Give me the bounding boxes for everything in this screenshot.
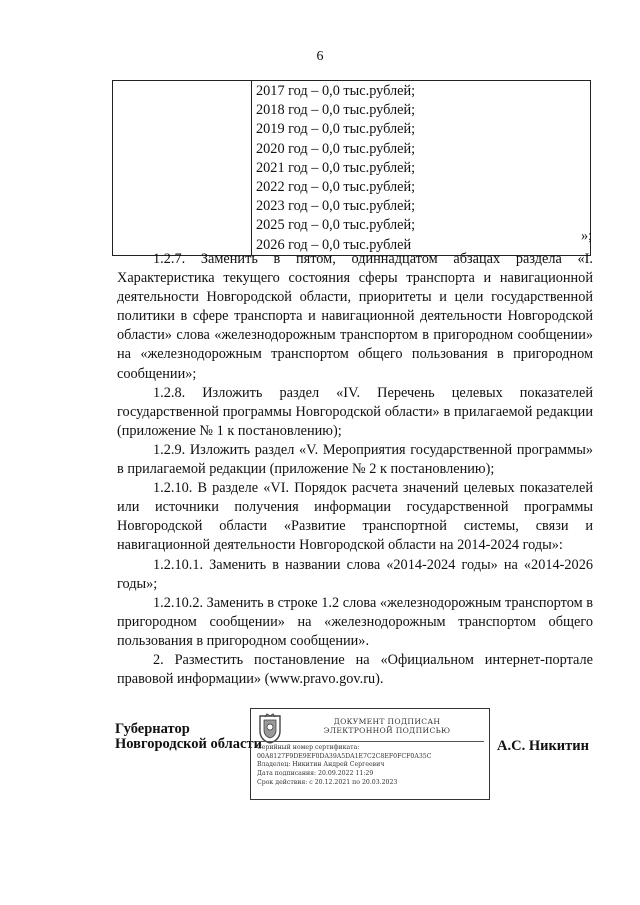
stamp-header <box>289 717 485 735</box>
paragraph-1-2-9: 1.2.9. Изложить раздел «V. Мероприятия государственной программы» в прилагаемой редакции (приложение № 2 к постановлению); <box>117 441 593 478</box>
paragraph-1-2-10: 1.2.10. В разделе «VI. Порядок расчета значений целевых показателей или источники получения информации государственной программы Новгородской области «Развитие транспортной системы, связи и навигационной деятельности Новгородской области на 2014-2024 годы»: <box>117 480 593 554</box>
paragraph-2: 2. Разместить постановление на «Официальном интернет-портале правовой информации» (www.pravo.gov.ru). <box>117 651 593 688</box>
governor-region-line: Новгородской области <box>115 736 262 752</box>
funding-year-line: 2025 год – 0,0 тыс.рублей; <box>256 217 416 234</box>
governor-title <box>115 722 262 752</box>
table-row <box>113 81 591 256</box>
funding-year-line: 2021 год – 0,0 тыс.рублей; <box>256 159 416 176</box>
stamp-header-line: ДОКУМЕНТ ПОДПИСАН <box>333 717 441 726</box>
electronic-signature-stamp <box>250 708 490 800</box>
funding-year-line: 2020 год – 0,0 тыс.рублей; <box>256 140 416 157</box>
funding-year-line: 2017 год – 0,0 тыс.рублей; <box>256 83 416 99</box>
funding-table <box>112 80 591 256</box>
stamp-cert-label: Серийный номер сертификата: <box>257 744 360 751</box>
stamp-header-line: ЭЛЕКТРОННОЙ ПОДПИСЬЮ <box>323 726 451 735</box>
funding-year-line: 2026 год – 0,0 тыс.рублей <box>256 236 412 253</box>
funding-year-line: 2023 год – 0,0 тыс.рублей; <box>256 198 416 215</box>
stamp-cert-serial: 00A8127F9DE9EF0DA39A5DA1E7C2C8EF0FCF0A35C <box>257 752 432 760</box>
funding-year-line: 2022 год – 0,0 тыс.рублей; <box>256 179 416 196</box>
page-number: 6 <box>316 49 324 64</box>
paragraph-1-2-10-1: 1.2.10.1. Заменить в названии слова «2014-2024 годы» на «2014-2026 годы»; <box>117 556 593 592</box>
funding-year-line: 2018 год – 0,0 тыс.рублей; <box>256 102 416 119</box>
paragraph-1-2-10-2: 1.2.10.2. Заменить в строке 1.2 слова «железнодорожным транспортом в пригородном сообщении» на «железнодорожным транспортом общего пользования в пригородном сообщении». <box>117 594 593 649</box>
paragraph-1-2-7: 1.2.7. Заменить в пятом, одиннадцатом абзацах раздела «I. Характеристика текущего состояния сферы транспорта и навигационной деятельности Новгородской области, приоритеты и цели государственной политики в сфере транспорта и навигационной деятельности Новгородской области» слова «железнодорожным транспортом в пригородном сообщении» на «железнодорожным транспортом общего пользования в пригородном сообщении»; <box>117 251 593 382</box>
governor-title-line: Губернатор <box>115 721 190 737</box>
table-right-cell <box>252 81 591 256</box>
funding-year-line: 2019 год – 0,0 тыс.рублей; <box>256 121 416 138</box>
document-body <box>117 250 593 689</box>
stamp-signed-date: Дата подписания: 20.09.2022 11:29 <box>257 770 374 778</box>
stamp-owner: Владелец: Никитин Андрей Сергеевич <box>257 761 385 769</box>
stamp-divider <box>256 741 484 742</box>
governor-name: А.С. Никитин <box>497 738 589 754</box>
stamp-details <box>257 744 485 788</box>
table-closing-quote: »; <box>581 228 593 244</box>
paragraph-1-2-8: 1.2.8. Изложить раздел «IV. Перечень целевых показателей государственной программы Новгородской области» в прилагаемой редакции (приложение № 1 к постановлению); <box>117 384 593 439</box>
table-left-cell <box>113 81 252 256</box>
stamp-validity: Срок действия: с 20.12.2021 по 20.03.2023 <box>257 778 398 786</box>
